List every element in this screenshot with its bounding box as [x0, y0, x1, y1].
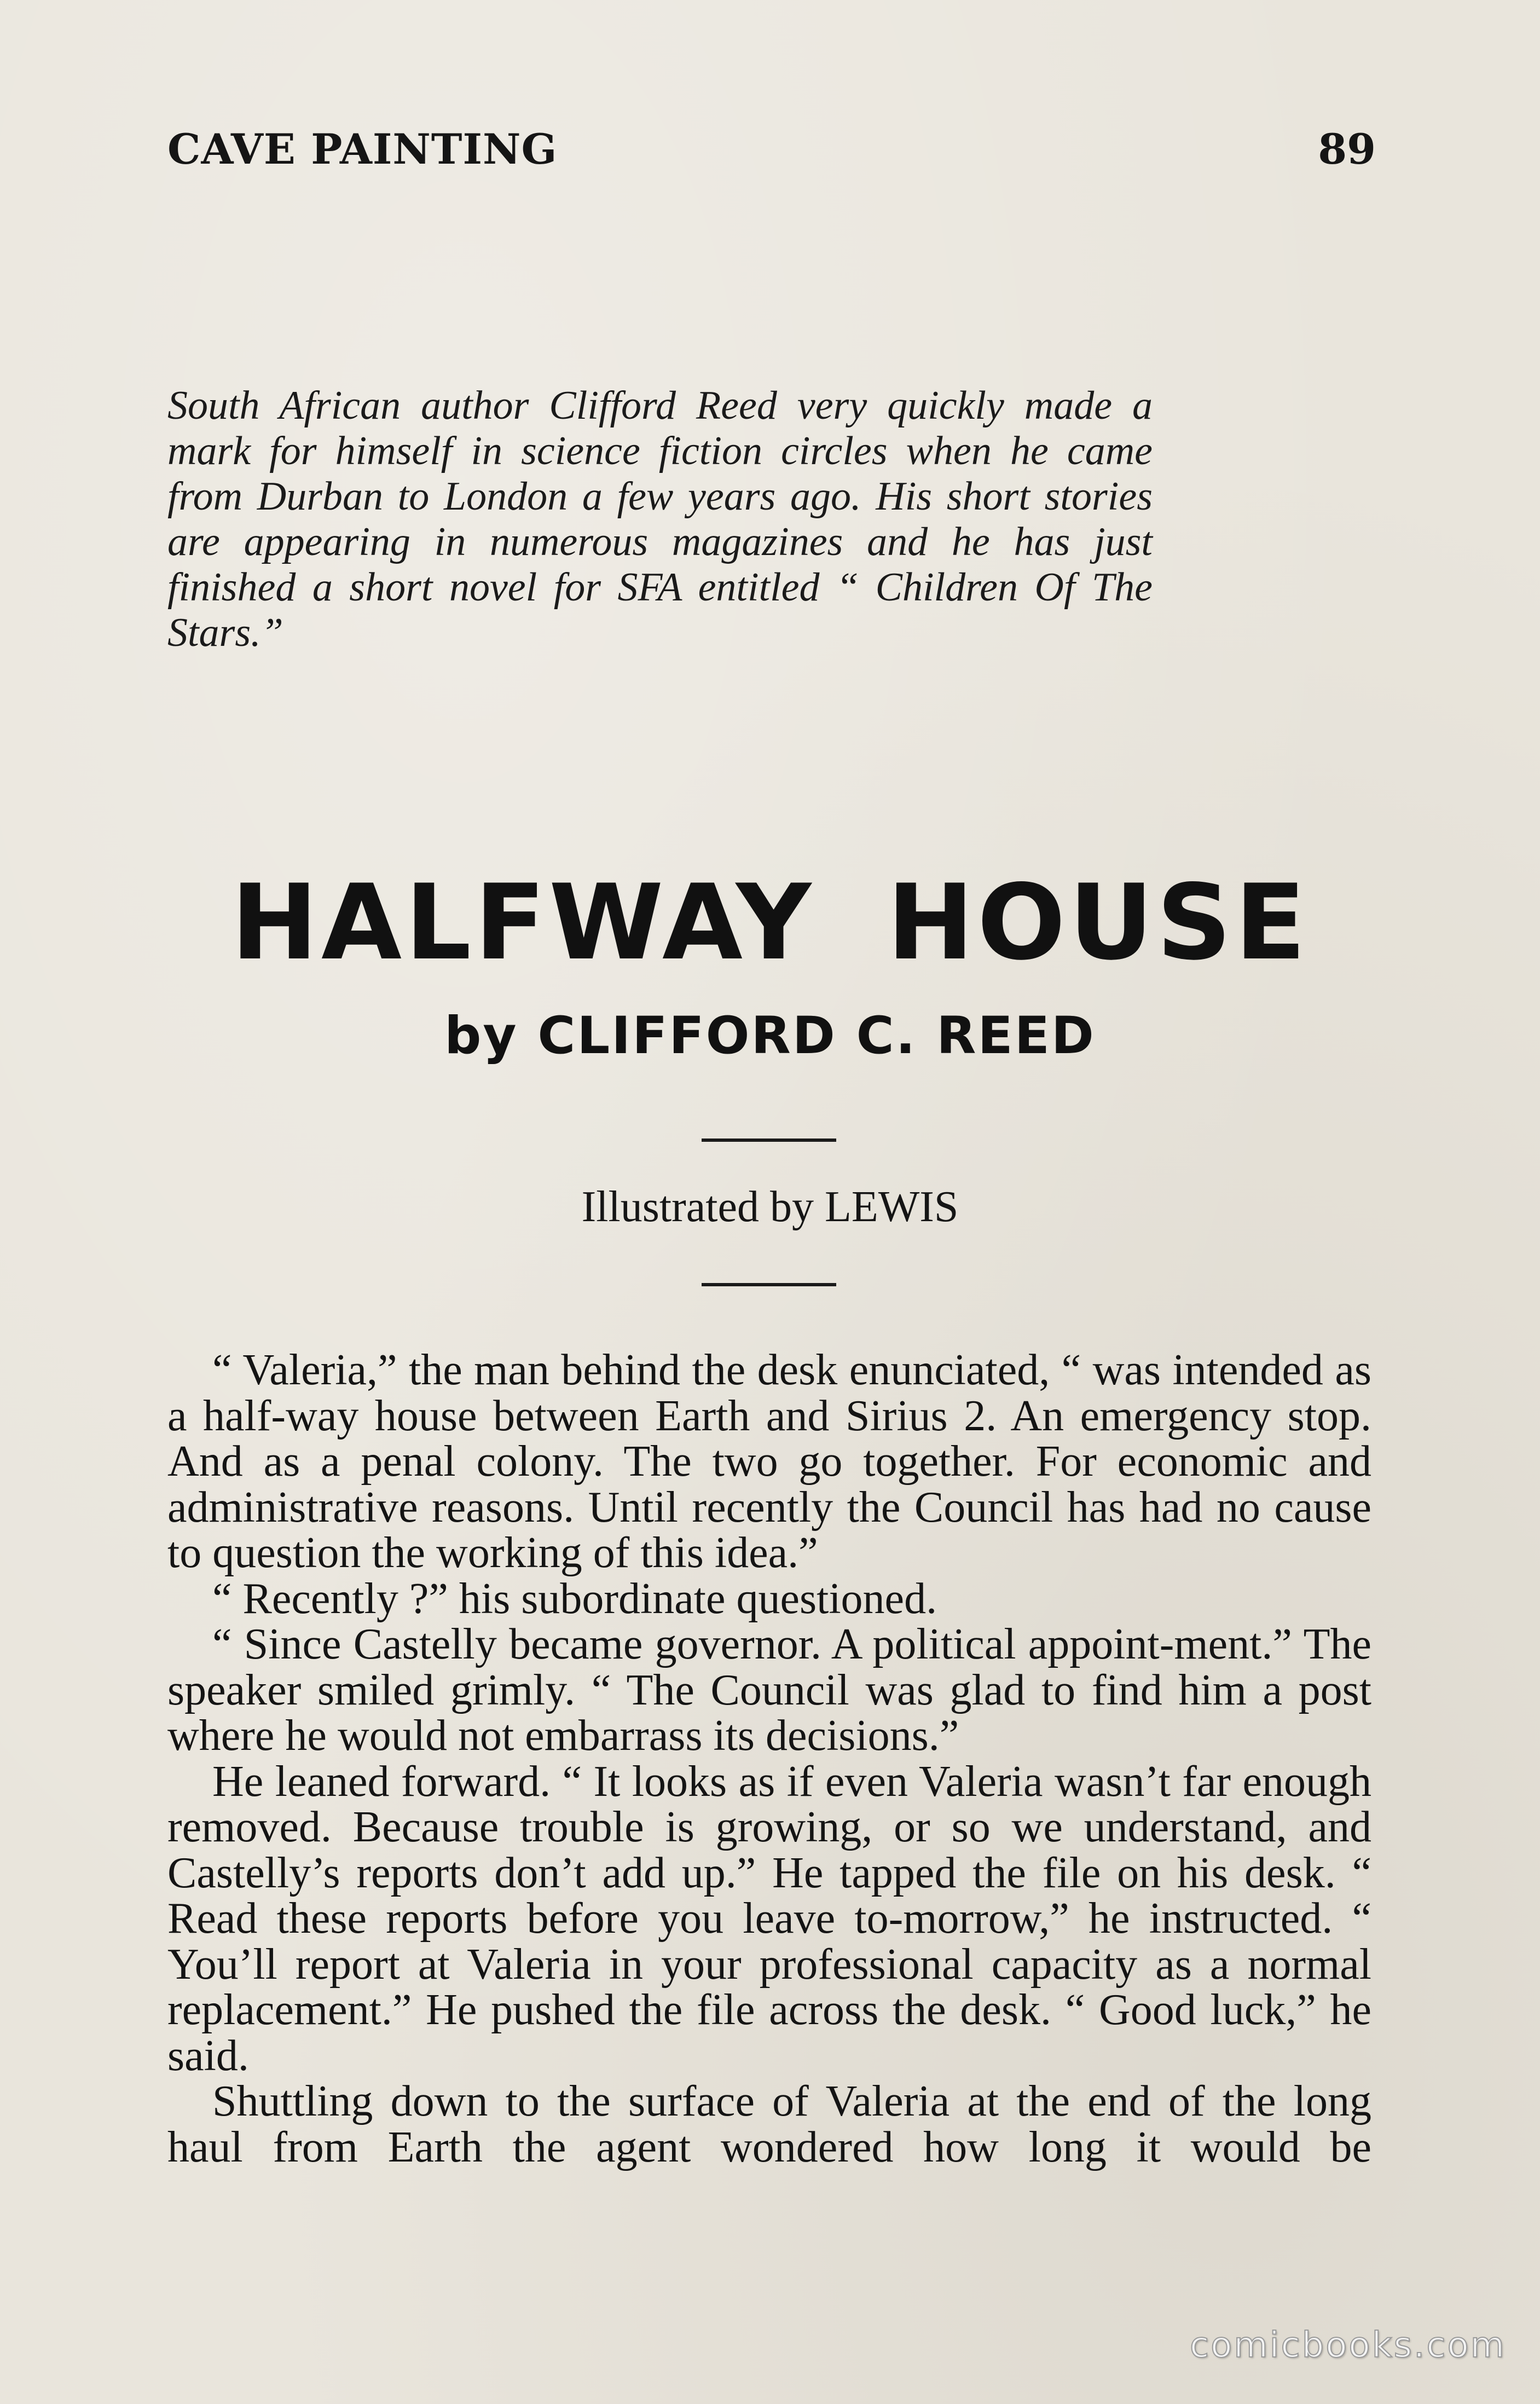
divider-rule-bottom	[702, 1283, 836, 1286]
running-head-title: CAVE PAINTING	[167, 125, 558, 174]
author-byline: by CLIFFORD C. REED	[444, 1006, 1096, 1066]
divider-rule-top	[702, 1139, 836, 1142]
story-body	[167, 1348, 1371, 2170]
story-paragraph: He leaned forward. “ It looks as if even Valeria wasn’t far enough removed. Because trouble is growing, or so we understand, and Castelly’s reports don’t add up.” He tapped the file on his desk. “ Read these reports before you leave to-morrow,” he instructed. “ You’ll report at Valeria in your professional capacity as a normal replacement.” He pushed the file across the desk. “ Good luck,” he said.	[167, 1757, 1371, 2080]
story-paragraph: Shuttling down to the surface of Valeria at the end of the long haul from Earth the agent wondered how long it would be	[167, 2077, 1371, 2171]
page-number: 89	[1318, 125, 1376, 174]
story-title: HALFWAY HOUSE	[231, 862, 1309, 983]
story-paragraph: “ Recently ?” his subordinate questioned.	[212, 1574, 937, 1623]
author-blurb: South African author Clifford Reed very quickly made a mark for himself in science fiction circles when he came from Durban to London a few years ago. His short stories are appearing in numerous magazines and he has just finished a short novel for SFA entitled “ Children Of The Stars.”	[167, 383, 1153, 655]
story-paragraph: “ Valeria,” the man behind the desk enunciated, “ was intended as a half-way house between Earth and Sirius 2. An emergency stop. And as a penal colony. The two go together. For economic and administrative reasons. Until recently the Council has had no cause to question the working of this idea.”	[167, 1346, 1371, 1577]
site-watermark: comicbooks.com	[1189, 2325, 1506, 2366]
story-paragraph: “ Since Castelly became governor. A political appoint-ment.” The speaker smiled grimly. “ The Council was glad to find him a post where he would not embarrass its decisions.”	[167, 1620, 1371, 1760]
illustrator-credit: Illustrated by LEWIS	[581, 1183, 959, 1231]
